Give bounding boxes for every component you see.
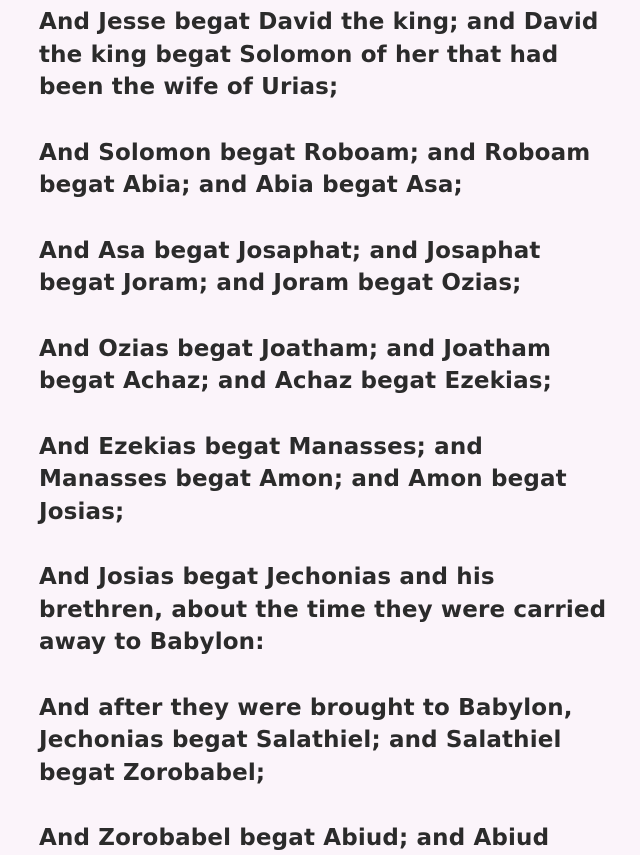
verse-line: And Jesse begat David the king; and David [39, 9, 599, 35]
verse-line: the king begat Solomon of her that had [39, 41, 559, 68]
verse-line: And Ezekias begat Manasses; and [39, 433, 483, 460]
verse-line: begat Abia; and Abia begat Asa; [39, 172, 463, 198]
verse-list [39, 6, 619, 855]
verse-line: And Asa begat Josaphat; and Josaphat [39, 237, 541, 264]
verse-paragraph [39, 235, 619, 300]
verse-paragraph [39, 6, 619, 104]
verse-line: Josias; [39, 498, 125, 525]
verse-line: been the wife of Urias; [39, 74, 339, 100]
verse-line: away to Babylon: [39, 629, 265, 655]
verse-line: Manasses begat Amon; and Amon begat [39, 466, 567, 492]
verse-line: begat Achaz; and Achaz begat Ezekias; [39, 368, 552, 394]
verse-line: And Solomon begat Roboam; and Roboam [39, 139, 591, 166]
verse-line: And Zorobabel begat Abiud; and Abiud [39, 825, 550, 851]
verse-line: Jechonias begat Salathiel; and Salathiel [39, 727, 562, 753]
verse-paragraph [39, 431, 619, 529]
verse-line: And Ozias begat Joatham; and Joatham [39, 335, 552, 362]
verse-line: And Josias begat Jechonias and his [39, 564, 495, 590]
verse-paragraph [39, 333, 619, 398]
verse-paragraph [39, 137, 619, 202]
verse-line: brethren, about the time they were carried [39, 596, 607, 623]
verse-line: And after they were brought to Babylon, [39, 694, 573, 721]
verse-line: begat Joram; and Joram begat Ozias; [39, 270, 522, 296]
verse-paragraph [39, 822, 619, 855]
verse-line: begat Zorobabel; [39, 759, 266, 786]
verse-paragraph [39, 561, 619, 659]
verse-paragraph [39, 692, 619, 790]
